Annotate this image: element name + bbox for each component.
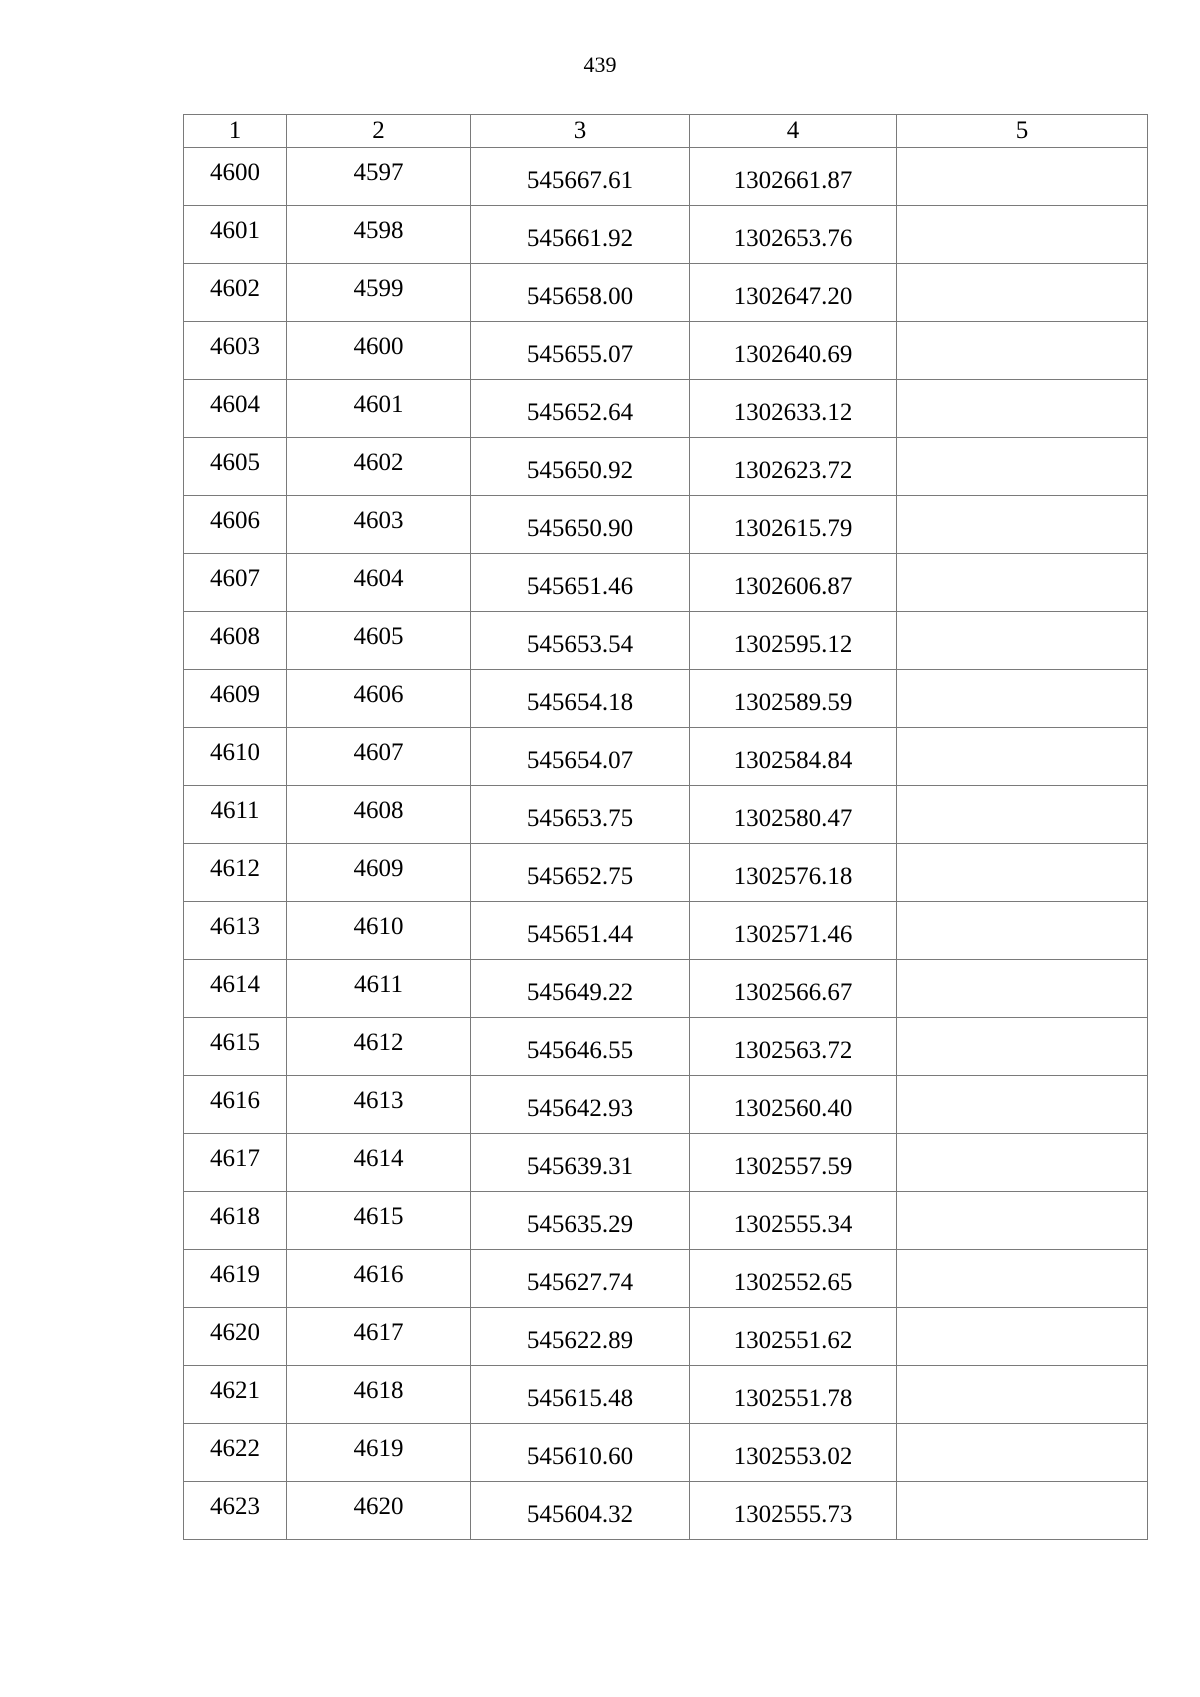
cell-y-coordinate: 1302615.79 xyxy=(690,496,897,554)
cell-note xyxy=(897,554,1148,612)
table-row xyxy=(184,844,1148,902)
cell-y-coordinate: 1302623.72 xyxy=(690,438,897,496)
cell-note xyxy=(897,322,1148,380)
cell-previous-point: 4609 xyxy=(287,844,471,902)
cell-note xyxy=(897,902,1148,960)
cell-point-number: 4607 xyxy=(184,554,287,612)
cell-y-coordinate: 1302653.76 xyxy=(690,206,897,264)
column-header-5: 5 xyxy=(897,115,1148,148)
table-row xyxy=(184,206,1148,264)
cell-y-coordinate: 1302576.18 xyxy=(690,844,897,902)
cell-previous-point: 4607 xyxy=(287,728,471,786)
cell-previous-point: 4602 xyxy=(287,438,471,496)
cell-note xyxy=(897,786,1148,844)
cell-point-number: 4606 xyxy=(184,496,287,554)
cell-y-coordinate: 1302661.87 xyxy=(690,148,897,206)
table-row xyxy=(184,1308,1148,1366)
cell-previous-point: 4620 xyxy=(287,1482,471,1540)
cell-point-number: 4613 xyxy=(184,902,287,960)
cell-point-number: 4614 xyxy=(184,960,287,1018)
cell-x-coordinate: 545650.90 xyxy=(471,496,690,554)
cell-point-number: 4615 xyxy=(184,1018,287,1076)
cell-point-number: 4619 xyxy=(184,1250,287,1308)
cell-y-coordinate: 1302566.67 xyxy=(690,960,897,1018)
cell-point-number: 4622 xyxy=(184,1424,287,1482)
cell-previous-point: 4616 xyxy=(287,1250,471,1308)
table-row xyxy=(184,554,1148,612)
cell-x-coordinate: 545652.64 xyxy=(471,380,690,438)
cell-x-coordinate: 545651.46 xyxy=(471,554,690,612)
cell-previous-point: 4615 xyxy=(287,1192,471,1250)
cell-x-coordinate: 545615.48 xyxy=(471,1366,690,1424)
coordinates-table xyxy=(183,114,1148,1540)
cell-note xyxy=(897,1076,1148,1134)
cell-point-number: 4612 xyxy=(184,844,287,902)
table-row xyxy=(184,728,1148,786)
cell-previous-point: 4605 xyxy=(287,612,471,670)
table-row xyxy=(184,496,1148,554)
cell-previous-point: 4618 xyxy=(287,1366,471,1424)
cell-y-coordinate: 1302557.59 xyxy=(690,1134,897,1192)
cell-previous-point: 4610 xyxy=(287,902,471,960)
table-body xyxy=(184,148,1148,1540)
cell-point-number: 4621 xyxy=(184,1366,287,1424)
column-header-3: 3 xyxy=(471,115,690,148)
cell-previous-point: 4619 xyxy=(287,1424,471,1482)
cell-previous-point: 4612 xyxy=(287,1018,471,1076)
cell-point-number: 4611 xyxy=(184,786,287,844)
cell-note xyxy=(897,960,1148,1018)
cell-note xyxy=(897,148,1148,206)
cell-x-coordinate: 545610.60 xyxy=(471,1424,690,1482)
table-header xyxy=(184,115,1148,148)
cell-note xyxy=(897,496,1148,554)
cell-point-number: 4610 xyxy=(184,728,287,786)
cell-note xyxy=(897,1482,1148,1540)
cell-note xyxy=(897,1366,1148,1424)
cell-y-coordinate: 1302555.34 xyxy=(690,1192,897,1250)
cell-note xyxy=(897,1250,1148,1308)
cell-y-coordinate: 1302555.73 xyxy=(690,1482,897,1540)
cell-point-number: 4602 xyxy=(184,264,287,322)
cell-note xyxy=(897,1192,1148,1250)
cell-note xyxy=(897,206,1148,264)
table-row xyxy=(184,902,1148,960)
cell-point-number: 4609 xyxy=(184,670,287,728)
table-row xyxy=(184,786,1148,844)
cell-y-coordinate: 1302560.40 xyxy=(690,1076,897,1134)
cell-previous-point: 4603 xyxy=(287,496,471,554)
cell-y-coordinate: 1302571.46 xyxy=(690,902,897,960)
cell-previous-point: 4598 xyxy=(287,206,471,264)
cell-x-coordinate: 545646.55 xyxy=(471,1018,690,1076)
cell-point-number: 4601 xyxy=(184,206,287,264)
table-row xyxy=(184,960,1148,1018)
column-header-2: 2 xyxy=(287,115,471,148)
cell-x-coordinate: 545651.44 xyxy=(471,902,690,960)
cell-point-number: 4603 xyxy=(184,322,287,380)
cell-previous-point: 4601 xyxy=(287,380,471,438)
cell-point-number: 4600 xyxy=(184,148,287,206)
cell-point-number: 4617 xyxy=(184,1134,287,1192)
table-row xyxy=(184,438,1148,496)
cell-point-number: 4604 xyxy=(184,380,287,438)
cell-previous-point: 4597 xyxy=(287,148,471,206)
table-row xyxy=(184,1366,1148,1424)
cell-x-coordinate: 545652.75 xyxy=(471,844,690,902)
table-row xyxy=(184,264,1148,322)
cell-x-coordinate: 545653.75 xyxy=(471,786,690,844)
cell-previous-point: 4600 xyxy=(287,322,471,380)
table-row xyxy=(184,380,1148,438)
table-row xyxy=(184,1076,1148,1134)
cell-x-coordinate: 545622.89 xyxy=(471,1308,690,1366)
cell-y-coordinate: 1302551.62 xyxy=(690,1308,897,1366)
table-row xyxy=(184,670,1148,728)
cell-previous-point: 4608 xyxy=(287,786,471,844)
cell-y-coordinate: 1302563.72 xyxy=(690,1018,897,1076)
cell-previous-point: 4613 xyxy=(287,1076,471,1134)
cell-note xyxy=(897,844,1148,902)
table-row xyxy=(184,1018,1148,1076)
header-row xyxy=(184,115,1148,148)
table-row xyxy=(184,1424,1148,1482)
cell-y-coordinate: 1302580.47 xyxy=(690,786,897,844)
cell-x-coordinate: 545658.00 xyxy=(471,264,690,322)
cell-point-number: 4605 xyxy=(184,438,287,496)
cell-x-coordinate: 545642.93 xyxy=(471,1076,690,1134)
cell-x-coordinate: 545650.92 xyxy=(471,438,690,496)
cell-note xyxy=(897,612,1148,670)
cell-previous-point: 4617 xyxy=(287,1308,471,1366)
cell-x-coordinate: 545639.31 xyxy=(471,1134,690,1192)
cell-point-number: 4618 xyxy=(184,1192,287,1250)
cell-point-number: 4623 xyxy=(184,1482,287,1540)
cell-y-coordinate: 1302640.69 xyxy=(690,322,897,380)
cell-x-coordinate: 545667.61 xyxy=(471,148,690,206)
cell-previous-point: 4614 xyxy=(287,1134,471,1192)
cell-point-number: 4616 xyxy=(184,1076,287,1134)
cell-x-coordinate: 545661.92 xyxy=(471,206,690,264)
cell-y-coordinate: 1302606.87 xyxy=(690,554,897,612)
table-row xyxy=(184,1482,1148,1540)
table-row xyxy=(184,322,1148,380)
cell-previous-point: 4611 xyxy=(287,960,471,1018)
cell-point-number: 4620 xyxy=(184,1308,287,1366)
table-row xyxy=(184,1192,1148,1250)
cell-y-coordinate: 1302552.65 xyxy=(690,1250,897,1308)
cell-note xyxy=(897,264,1148,322)
cell-note xyxy=(897,1424,1148,1482)
cell-x-coordinate: 545649.22 xyxy=(471,960,690,1018)
cell-previous-point: 4599 xyxy=(287,264,471,322)
cell-note xyxy=(897,1018,1148,1076)
table-row xyxy=(184,1250,1148,1308)
cell-x-coordinate: 545627.74 xyxy=(471,1250,690,1308)
cell-x-coordinate: 545604.32 xyxy=(471,1482,690,1540)
table-row xyxy=(184,1134,1148,1192)
cell-y-coordinate: 1302595.12 xyxy=(690,612,897,670)
cell-note xyxy=(897,380,1148,438)
cell-point-number: 4608 xyxy=(184,612,287,670)
page-number: 439 xyxy=(583,52,617,77)
cell-y-coordinate: 1302647.20 xyxy=(690,264,897,322)
cell-previous-point: 4604 xyxy=(287,554,471,612)
cell-y-coordinate: 1302551.78 xyxy=(690,1366,897,1424)
cell-note xyxy=(897,1308,1148,1366)
cell-note xyxy=(897,1134,1148,1192)
cell-y-coordinate: 1302553.02 xyxy=(690,1424,897,1482)
cell-x-coordinate: 545654.18 xyxy=(471,670,690,728)
cell-y-coordinate: 1302589.59 xyxy=(690,670,897,728)
table-row xyxy=(184,148,1148,206)
cell-note xyxy=(897,670,1148,728)
cell-x-coordinate: 545635.29 xyxy=(471,1192,690,1250)
cell-x-coordinate: 545654.07 xyxy=(471,728,690,786)
cell-y-coordinate: 1302584.84 xyxy=(690,728,897,786)
table-row xyxy=(184,612,1148,670)
cell-previous-point: 4606 xyxy=(287,670,471,728)
column-header-4: 4 xyxy=(690,115,897,148)
cell-note xyxy=(897,438,1148,496)
cell-x-coordinate: 545655.07 xyxy=(471,322,690,380)
cell-y-coordinate: 1302633.12 xyxy=(690,380,897,438)
cell-note xyxy=(897,728,1148,786)
column-header-1: 1 xyxy=(184,115,287,148)
cell-x-coordinate: 545653.54 xyxy=(471,612,690,670)
